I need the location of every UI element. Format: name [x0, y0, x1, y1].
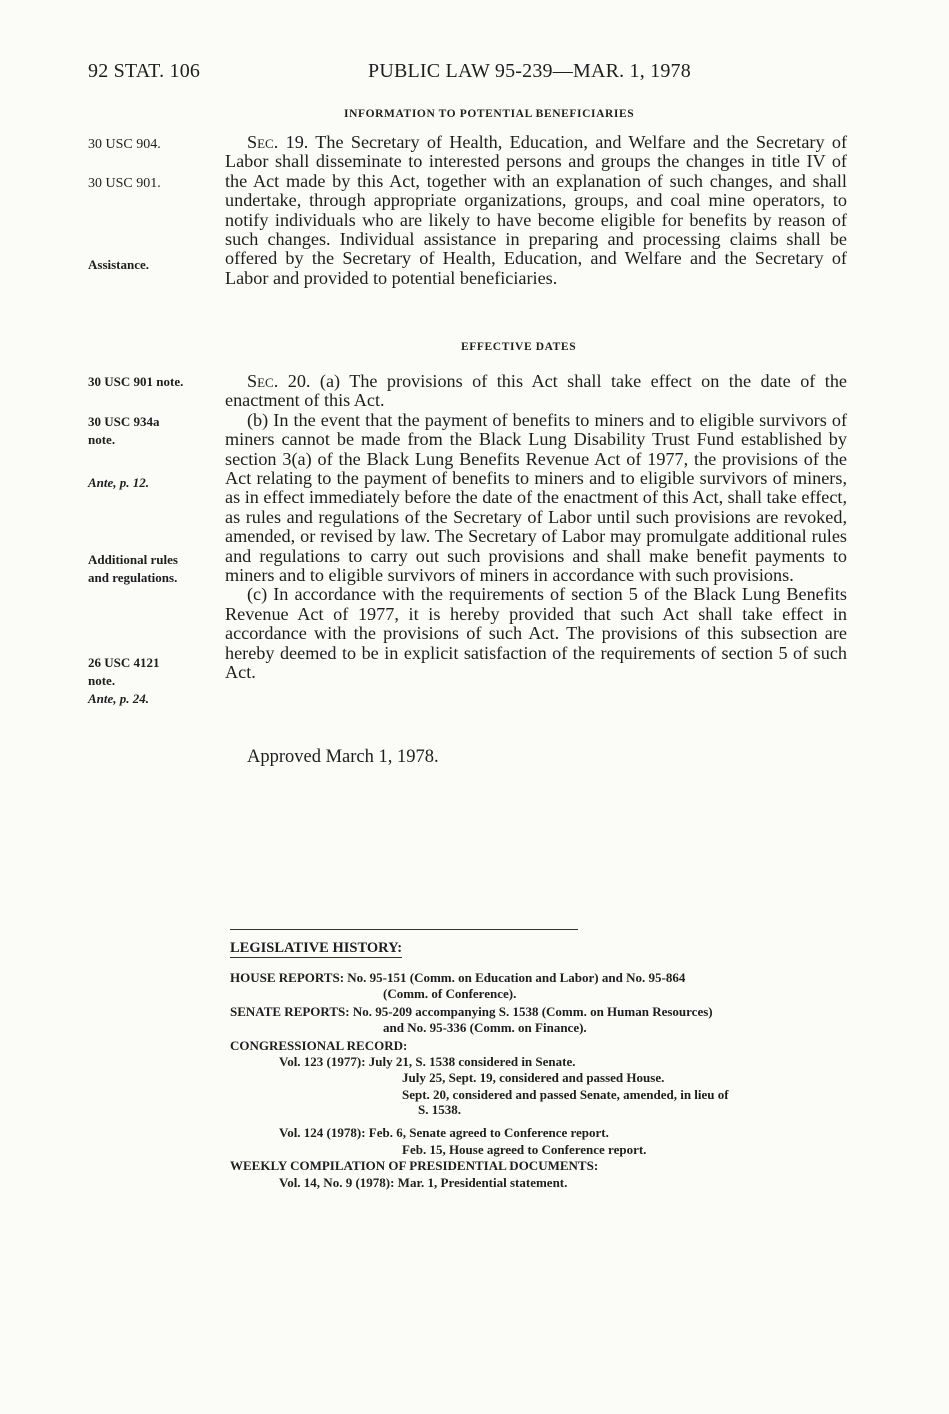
section-19-text: 19. The Secretary of Health, Education, and Welfare and the Secretary of Labor shall disseminate to interested persons and groups the changes in title IV of the Act made by this Act, together with an explanation of such changes, and shall undertake, through appropriate organizations, groups, and coal mine operators, to notify individuals who are likely to have become eligible for benefits by reason of such changes. Individual assistance in preparing and processing claims shall be offered by the Secretary of Health, Education, and Welfare and the Secretary of Labor and provided to potential beneficiaries. — [225, 132, 848, 288]
margin-note-line: note. — [88, 673, 116, 688]
section-20-para-b: (b) In the event that the payment of benefits to miners and to eligible survivors of miners cannot be made from the Black Lung Disability Trust Fund established by section 3(a) of the Black Lung Benefits Revenue Act of 1977, the provisions of the Act relating to the payment of benefits to miners and to eligible survivors of miners, as in effect immediately before the date of the enactment of this Act, shall take effect, as rules and regulations of the Secretary of Labor until such provisions are revoked, amended, or revised by law. The Secretary of Labor may promulgate additional rules and regulations to carry out such provisions and shall make benefit payments to miners and to eligible survivors of miners in accordance with such provisions. — [225, 409, 847, 586]
section-19-body — [225, 133, 847, 288]
record-vol-123-line-3: Sept. 20, considered and passed Senate, amended, in lieu of — [402, 1087, 729, 1102]
section-20-para-a: 20. (a) The provisions of this Act shall take effect on the date of the enactment of this Act. — [225, 371, 848, 411]
margin-note-line: 26 USC 4121 — [88, 655, 160, 670]
approval-date: Approved March 1, 1978. — [247, 747, 439, 767]
house-reports-line-1: HOUSE REPORTS: No. 95-151 (Comm. on Education and Labor) and No. 95-864 — [230, 970, 686, 985]
page-stat-number: 92 STAT. 106 — [88, 60, 201, 82]
house-reports-line-2: (Comm. of Conference). — [383, 986, 517, 1001]
sec-label: Sec. — [247, 371, 279, 391]
legislative-history-title: LEGISLATIVE HISTORY: — [230, 940, 403, 956]
margin-note-30-usc-904: 30 USC 904. — [88, 137, 161, 152]
weekly-compilation-title: WEEKLY COMPILATION OF PRESIDENTIAL DOCUMENTS: — [230, 1158, 599, 1173]
section-20-body — [225, 372, 847, 683]
senate-reports-line-2: and No. 95-336 (Comm. on Finance). — [383, 1020, 587, 1035]
record-vol-123-line-4: S. 1538. — [418, 1102, 461, 1117]
margin-note-line: 30 USC 934a — [88, 414, 160, 429]
margin-note-line: note. — [88, 432, 116, 447]
page-header-title: PUBLIC LAW 95-239—MAR. 1, 1978 — [368, 60, 691, 82]
margin-note-26-usc-4121 — [88, 654, 216, 708]
section-19-heading: INFORMATION TO POTENTIAL BENEFICIARIES — [344, 108, 635, 120]
record-vol-123-line-2: July 25, Sept. 19, considered and passed House. — [402, 1070, 665, 1085]
senate-reports-line-1: SENATE REPORTS: No. 95-209 accompanying S. 1538 (Comm. on Human Resources) — [230, 1004, 713, 1019]
margin-note-ante-p12: Ante, p. 12. — [88, 475, 150, 490]
record-vol-124-line-2: Feb. 15, House agreed to Conference report. — [402, 1142, 647, 1157]
margin-note-assistance: Assistance. — [88, 257, 150, 272]
weekly-compilation-vol-14: Vol. 14, No. 9 (1978): Mar. 1, Presidential statement. — [279, 1175, 568, 1190]
divider-rule — [230, 929, 578, 930]
sec-label: Sec. — [247, 132, 279, 152]
record-vol-124-line-1: Vol. 124 (1978): Feb. 6, Senate agreed to Conference report. — [279, 1125, 609, 1140]
margin-note-line: Additional rules — [88, 552, 178, 567]
margin-note-30-usc-901-note: 30 USC 901 note. — [88, 374, 184, 389]
margin-note-line: and regulations. — [88, 570, 178, 585]
margin-note-additional-rules — [88, 551, 216, 587]
section-20-para-c: (c) In accordance with the requirements of section 5 of the Black Lung Benefits Revenue Act of 1977, it is hereby provided that such Act shall take effect in accordance with the provisions of such Act. The provisions of this subsection are hereby deemed to be in explicit satisfaction of the requirements of section 5 of such Act. — [225, 584, 847, 683]
record-vol-123-line-1: Vol. 123 (1977): July 21, S. 1538 considered in Senate. — [279, 1054, 576, 1069]
margin-note-line: Ante, p. 24. — [88, 691, 150, 706]
section-20-heading: EFFECTIVE DATES — [461, 341, 577, 353]
margin-note-30-usc-901: 30 USC 901. — [88, 176, 161, 191]
congressional-record-title: CONGRESSIONAL RECORD: — [230, 1038, 408, 1053]
margin-note-30-usc-934a — [88, 413, 216, 449]
